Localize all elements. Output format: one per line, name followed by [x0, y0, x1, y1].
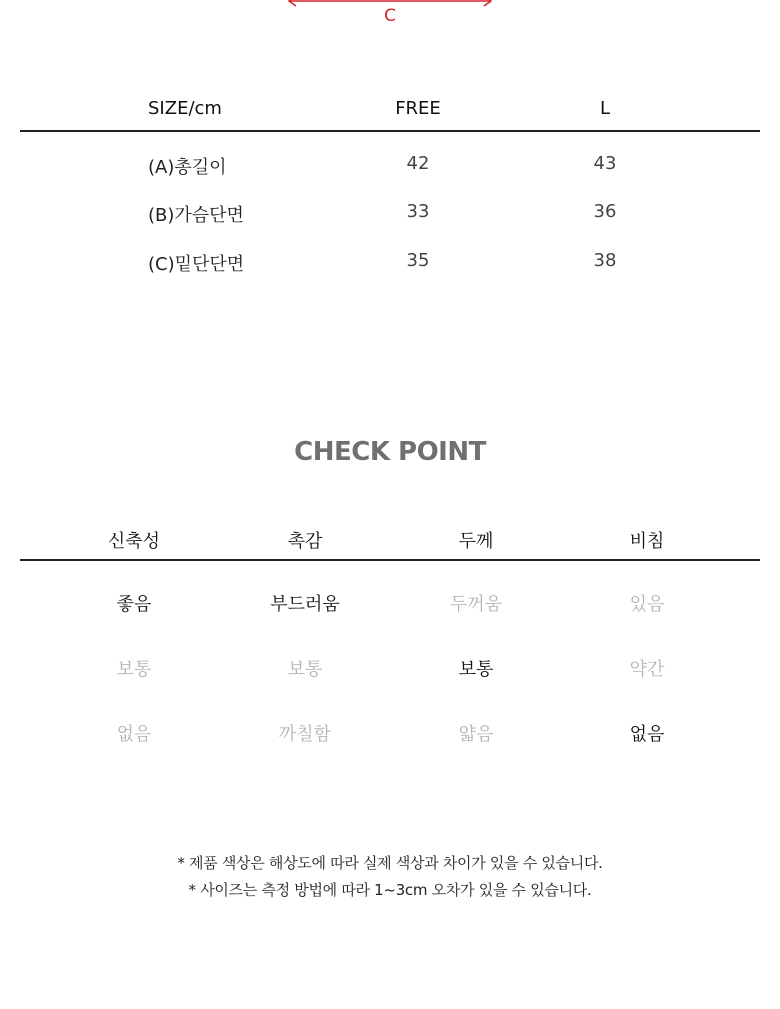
check-option: 있음: [629, 594, 665, 615]
size-header-l: L: [599, 98, 611, 119]
check-option: 부드러움: [270, 594, 340, 615]
check-option: 보통: [287, 659, 323, 680]
check-table-divider: [20, 559, 760, 561]
check-option: 없음: [116, 724, 152, 745]
check-option: 보통: [458, 659, 494, 680]
check-point-title: CHECK POINT: [294, 437, 486, 467]
check-option: 보통: [116, 659, 152, 680]
check-option: 까칠함: [278, 724, 332, 745]
check-header-sheerness: 비침: [629, 531, 665, 552]
size-row-l: 38: [593, 250, 617, 271]
check-header-texture: 촉감: [287, 531, 323, 552]
size-row-l: 43: [593, 153, 617, 174]
check-option: 두꺼움: [449, 594, 503, 615]
size-header-label: SIZE/cm: [148, 98, 222, 119]
size-row-free: 35: [406, 250, 430, 271]
size-row-l: 36: [593, 201, 617, 222]
measurement-label: C: [384, 6, 396, 26]
check-option: 약간: [629, 659, 665, 680]
check-option: 좋음: [116, 594, 152, 615]
size-row-label: (B)가슴단면: [148, 205, 244, 226]
size-row-label: (A)총길이: [148, 157, 227, 178]
disclaimer-color-note: * 제품 색상은 해상도에 따라 실제 색상과 차이가 있을 수 있습니다.: [177, 854, 603, 872]
check-option: 없음: [629, 724, 665, 745]
check-header-thickness: 두께: [458, 531, 494, 552]
check-header-elasticity: 신축성: [107, 531, 161, 552]
check-option: 얇음: [458, 724, 494, 745]
size-header-free: FREE: [395, 98, 441, 119]
disclaimer-size-note: * 사이즈는 측정 방법에 따라 1~3cm 오차가 있을 수 있습니다.: [188, 881, 592, 899]
size-row-free: 42: [406, 153, 430, 174]
size-row-label: (C)밑단단면: [148, 254, 245, 275]
size-row-free: 33: [406, 201, 430, 222]
size-table-divider: [20, 130, 760, 132]
